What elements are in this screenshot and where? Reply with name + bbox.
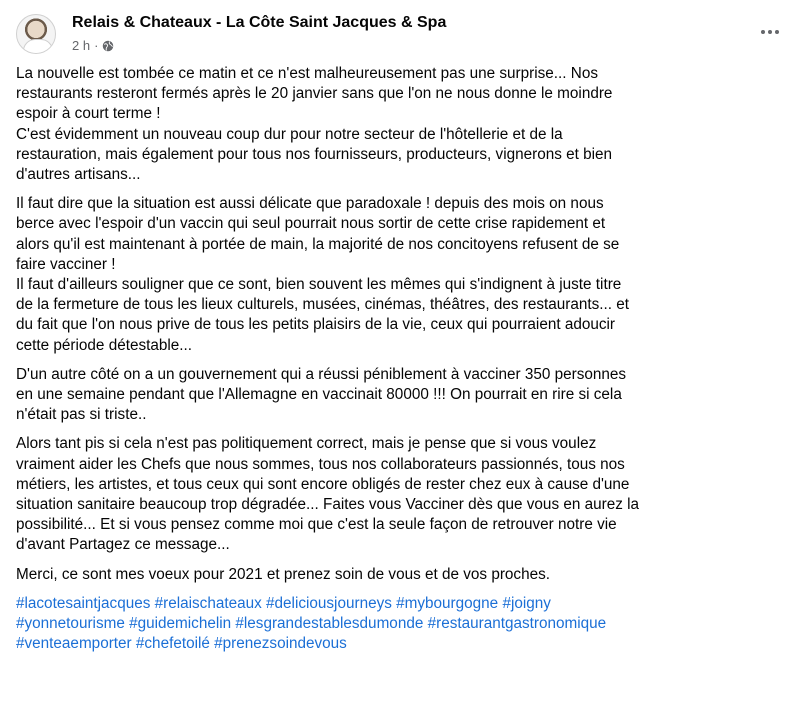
hashtag-link[interactable]: #yonnetourisme xyxy=(16,615,125,633)
page-name-link[interactable]: Relais & Chateaux - La Côte Saint Jacques & Spa xyxy=(72,14,447,31)
avatar[interactable] xyxy=(16,14,56,54)
hashtag-link[interactable]: #restaurantgastronomique xyxy=(427,615,607,633)
hashtag-link[interactable]: #chefetoilé xyxy=(135,635,210,653)
meta-separator: · xyxy=(94,38,99,53)
hashtag-link[interactable]: #mybourgogne xyxy=(396,594,499,612)
post-paragraph: D'un autre côté on a un gouvernement qui a réussi péniblement à vacciner 350 personnes en une semaine pendant que l'Allemagne en vaccinait 80000 !!! On pourrait en rire si cela n'était pas si triste.. xyxy=(16,365,627,424)
post-paragraph: Alors tant pis si cela n'est pas politiquement correct, mais je pense que si vous voulez vraiment aider les Chefs que nous sommes, tous nos collaborateurs passionnés, tous nos métiers, les artistes, et tous ceux qui sont encore obligés de rester chez eux à cause d'une situation sanitaire beaucoup trop dégradée... Faites vous Vacciner dès que vous en aurez la possibilité... Et si vous pensez comme moi que c'est la seule façon de retrouver notre vie d'avant Partagez ce message... xyxy=(16,435,640,554)
post-paragraph: Merci, ce sont mes voeux pour 2021 et prenez soin de vous et de vos proches. xyxy=(16,565,550,583)
post-timestamp[interactable]: 2 h xyxy=(72,38,91,53)
hashtag-link[interactable]: #venteaemporter xyxy=(16,635,132,653)
hashtag-link[interactable]: #joigny xyxy=(502,594,551,612)
globe-icon xyxy=(102,40,114,52)
hashtag-link[interactable]: #relaischateaux xyxy=(154,594,262,612)
hashtag-link[interactable]: #lacotesaintjacques xyxy=(16,594,151,612)
hashtag-link[interactable]: #guidemichelin xyxy=(129,615,232,633)
post-paragraph: La nouvelle est tombée ce matin et ce n'est malheureusement pas une surprise... Nos restaurants resteront fermés après le 20 janvier sans que l'on ne nous donne le moindre espoir à court terme ! C'est évidemment un nouveau coup dur pour notre secteur de l'hôtellerie et de la restauration, mais également pour tous nos fournisseurs, producteurs, vignerons et bien d'autres artisans... xyxy=(16,65,613,184)
hashtag-link[interactable]: #prenezsoindevous xyxy=(214,635,347,653)
post-body xyxy=(16,64,788,654)
hashtag-list xyxy=(16,594,788,655)
more-options-icon[interactable] xyxy=(756,22,784,42)
post-paragraph: Il faut dire que la situation est aussi délicate que paradoxale ! depuis des mois on nous berce avec l'espoir d'un vaccin qui seul pourrait nous sortir de cette crise rapidement et alors qu'il est maintenant à portée de main, la majorité de nos concitoyens refusent de se faire vacciner ! Il faut d'ailleurs souligner que ce sont, bien souvent les mêmes qui s'indignent à juste titre de la fermeture de tous les lieux culturels, musées, cinémas, théâtres, des restaurants... et du fait que l'on nous prive de tous les petits plaisirs de la vie, ceux qui pourraient adoucir cette période détestable... xyxy=(16,195,630,354)
post-header xyxy=(16,8,784,60)
post-meta xyxy=(72,38,114,53)
hashtag-link[interactable]: #lesgrandestablesdumonde xyxy=(235,615,424,633)
hashtag-link[interactable]: #deliciousjourneys xyxy=(266,594,392,612)
